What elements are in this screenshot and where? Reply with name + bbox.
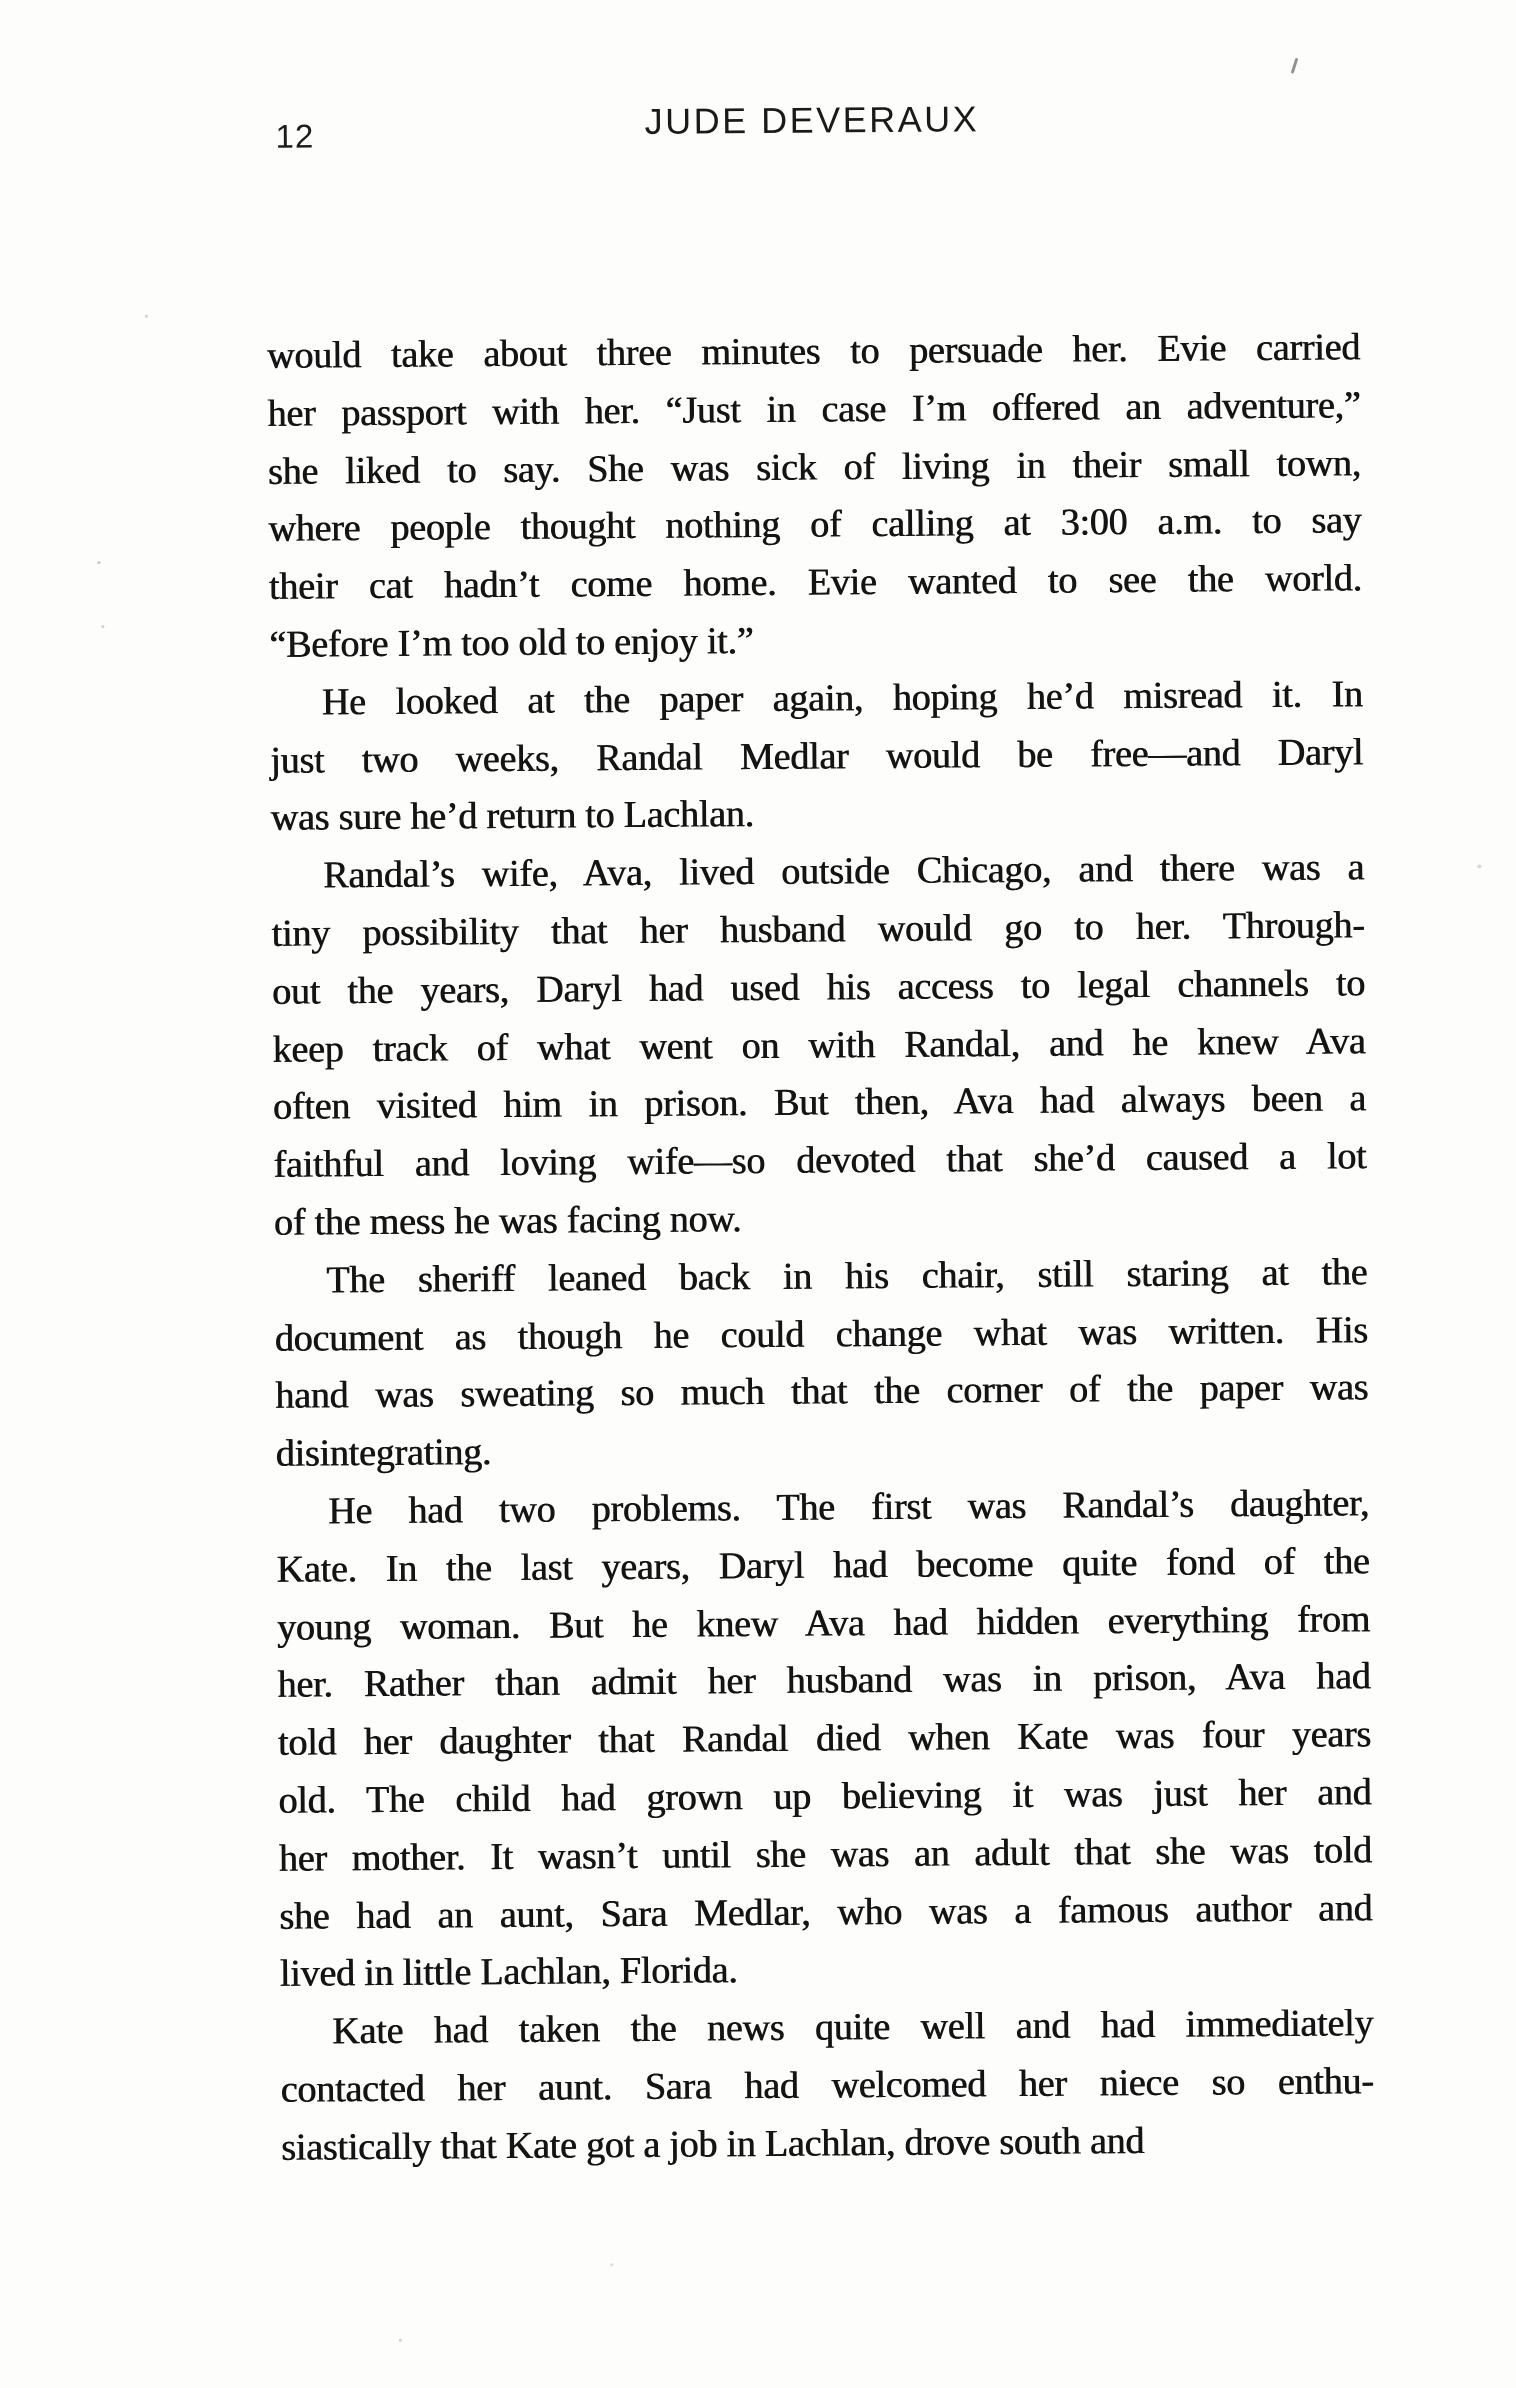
paragraph: [276, 1475, 1373, 2004]
text-line: lived in little Lachlan, Florida.: [279, 1949, 738, 1996]
text-line: He had two problems. The first was Randal’s daughter,: [328, 1482, 1370, 1533]
text-line: Kate had taken the news quite well and had immediately: [332, 2002, 1374, 2053]
text-line: was sure he’d return to Lachlan.: [270, 793, 755, 840]
text-line: young woman. But he knew Ava had hidden everything from: [277, 1597, 1371, 1649]
text-line: faithful and loving wife—so devoted that she’d caused a lot: [273, 1135, 1367, 1186]
text-line: her passport with her. “Just in case I’m offered an adventure,”: [267, 384, 1361, 435]
text-line: just two weeks, Randal Medlar would be free—and Daryl: [270, 730, 1364, 782]
text-line: He looked at the paper again, hoping he’d misread it. In: [321, 673, 1364, 724]
text-line: disintegrating.: [275, 1431, 492, 1475]
text-line: The sheriff leaned back in his chair, still staring at the: [326, 1250, 1368, 1302]
text-line: her mother. It wasn’t until she was an adult that she was told: [278, 1828, 1373, 1880]
text-line: out the years, Daryl had used his access to legal channels to: [272, 961, 1366, 1013]
text-line: Randal’s wife, Ava, lived outside Chicago, and there was a: [323, 846, 1365, 897]
text-line: would take about three minutes to persuade her. Evie carried: [267, 326, 1361, 377]
paragraph: [280, 1995, 1374, 2177]
paragraph: [271, 839, 1367, 1252]
scan-speck: [145, 315, 148, 318]
scan-artifact: [1291, 58, 1299, 74]
paragraph: [274, 1244, 1369, 1484]
text-line: often visited him in prison. But then, Ava had always been a: [273, 1077, 1367, 1129]
text-line: Kate. In the last years, Daryl had become quite fond of the: [276, 1539, 1370, 1591]
scan-speck: [1477, 864, 1481, 868]
text-line: “Before I’m too old to enjoy it.”: [269, 620, 754, 666]
text-line: document as though he could change what was written. His: [274, 1308, 1369, 1360]
text-line: told her daughter that Randal died when Kate was four years: [278, 1713, 1372, 1764]
scan-speck: [101, 625, 104, 628]
text-line: contacted her aunt. Sara had welcomed her niece so enthu-: [280, 2060, 1375, 2111]
text-line: of the mess he was facing now.: [273, 1198, 742, 1244]
text-line: their cat hadn’t come home. Evie wanted to see the world.: [268, 557, 1363, 609]
text-line: she had an aunt, Sara Medlar, who was a famous author and: [279, 1886, 1373, 1938]
page-header: [265, 95, 1358, 154]
body-text: [267, 319, 1374, 2177]
page-number: 12: [275, 117, 315, 155]
text-line: her. Rather than admit her husband was in prison, Ava had: [277, 1655, 1371, 1707]
paragraph: [270, 666, 1364, 848]
text-line: keep track of what went on with Randal, and he knew Ava: [272, 1019, 1366, 1071]
scan-speck: [610, 2263, 613, 2266]
scan-speck: [399, 2339, 402, 2342]
text-line: where people thought nothing of calling at 3:00 a.m. to say: [268, 499, 1362, 551]
text-line: old. The child had grown up believing it was just her and: [278, 1771, 1372, 1822]
running-header-author: JUDE DEVERAUX: [644, 98, 980, 142]
text-line: siastically that Kate got a job in Lachlan, drove south and: [281, 2119, 1145, 2169]
paragraph: [267, 319, 1363, 674]
text-line: hand was sweating so much that the corner of the paper was: [275, 1366, 1369, 1418]
scan-speck: [97, 561, 101, 564]
text-line: tiny possibility that her husband would go to her. Through-: [271, 904, 1365, 955]
text-line: she liked to say. She was sick of living in their small town,: [268, 441, 1362, 493]
